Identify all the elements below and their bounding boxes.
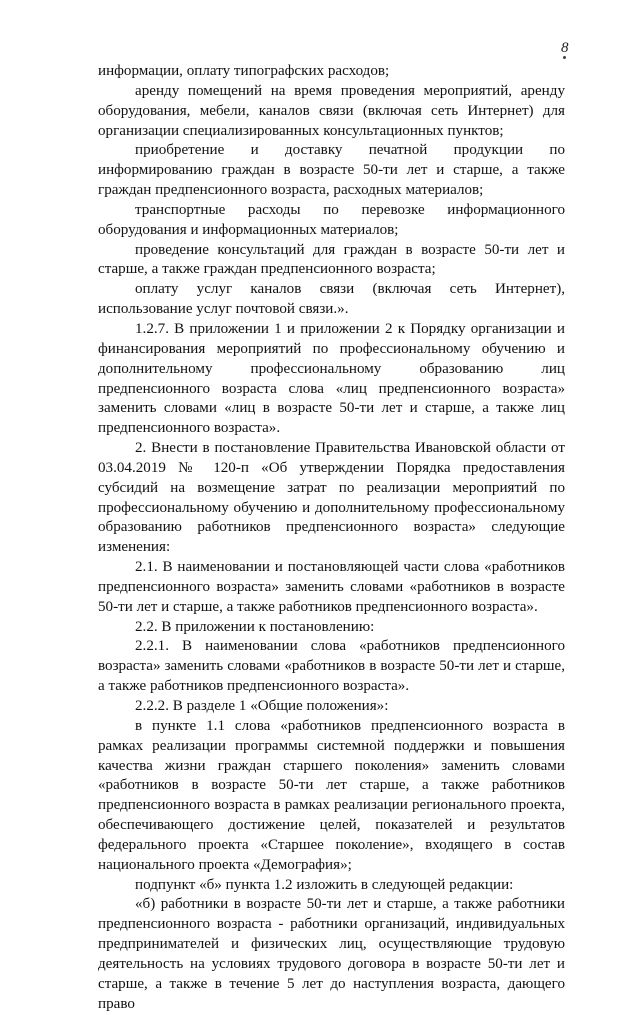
- page-number: 8: [561, 40, 569, 56]
- paragraph: 2.2. В приложении к постановлению:: [135, 618, 375, 635]
- document-body: [98, 62, 565, 1015]
- paragraph: 2.2.1. В наименовании слова «работников предпенсионного возраста» заменить словами «работников в возрасте 50-ти лет и старше, а также работников предпенсионного возраста».: [98, 638, 565, 695]
- paragraph: 2.1. В наименовании и постановляющей части слова «работников предпенсионного возраста» заменить словами «работников в возрасте 50-ти лет и старше, а также работников предпенсионного возраста».: [98, 559, 565, 615]
- paragraph: проведение консультаций для граждан в возрасте 50-ти лет и старше, а также граждан предпенсионного возраста;: [98, 241, 565, 278]
- paragraph: информации, оплату типографских расходов;: [98, 63, 390, 79]
- paragraph: 2.2.2. В разделе 1 «Общие положения»:: [135, 698, 389, 714]
- paragraph: оплату услуг каналов связи (включая сеть Интернет), использование услуг почтовой связи.».: [98, 281, 565, 318]
- paragraph: 2. Внести в постановление Правительства Ивановской области от 03.04.2019 № 120-п «Об утверждении Порядка предоставления субсидий на возмещение затрат по реализации мероприятий по профессиональному обучению и дополнительному профессиональному образованию работников предпенсионного возраста» следующие изменения:: [98, 440, 565, 556]
- paragraph: приобретение и доставку печатной продукции по информированию граждан в возрасте 50-ти лет и старше, а также граждан предпенсионного возраста, расходных материалов;: [98, 142, 565, 199]
- paragraph: транспортные расходы по перевозке информационного оборудования и информационных материалов;: [98, 201, 565, 238]
- paragraph: подпункт «б» пункта 1.2 изложить в следующей редакции:: [135, 876, 514, 893]
- paragraph: в пункте 1.1 слова «работников предпенсионного возраста в рамках реализации программы системной поддержки и повышения качества жизни граждан старшего поколения» заменить словами «работников в возрасте 50-ти лет старше, а также работников предпенсионного возраста в рамках реализации регионального проекта, обеспечивающего достижение целей, показателей и результатов федерального проекта «Старшее поколение», входящего в состав национального проекта «Демография»;: [98, 717, 565, 873]
- ink-dot: [563, 56, 566, 59]
- paragraph: «б) работники в возрасте 50-ти лет и старше, а также работники предпенсионного возраста - работники организаций, индивидуальных предпринимателей и физических лиц, осуществляющие трудовую деятельность на условиях трудового договора в возрасте 50-ти лет и старше, а также в течение 5 лет до наступления возраста, дающего право: [98, 896, 565, 1012]
- paragraph: аренду помещений на время проведения мероприятий, аренду оборудования, мебели, каналов связи (включая сеть Интернет) для организации специализированных консультационных пунктов;: [98, 82, 565, 139]
- paragraph: 1.2.7. В приложении 1 и приложении 2 к Порядку организации и финансирования мероприятий по профессиональному обучению и дополнительному профессиональному образованию лиц предпенсионного возраста слова «лиц предпенсионного возраста» заменить словами «лиц в возрасте 50-ти лет и старше, а также лиц предпенсионного возраста».: [98, 320, 565, 437]
